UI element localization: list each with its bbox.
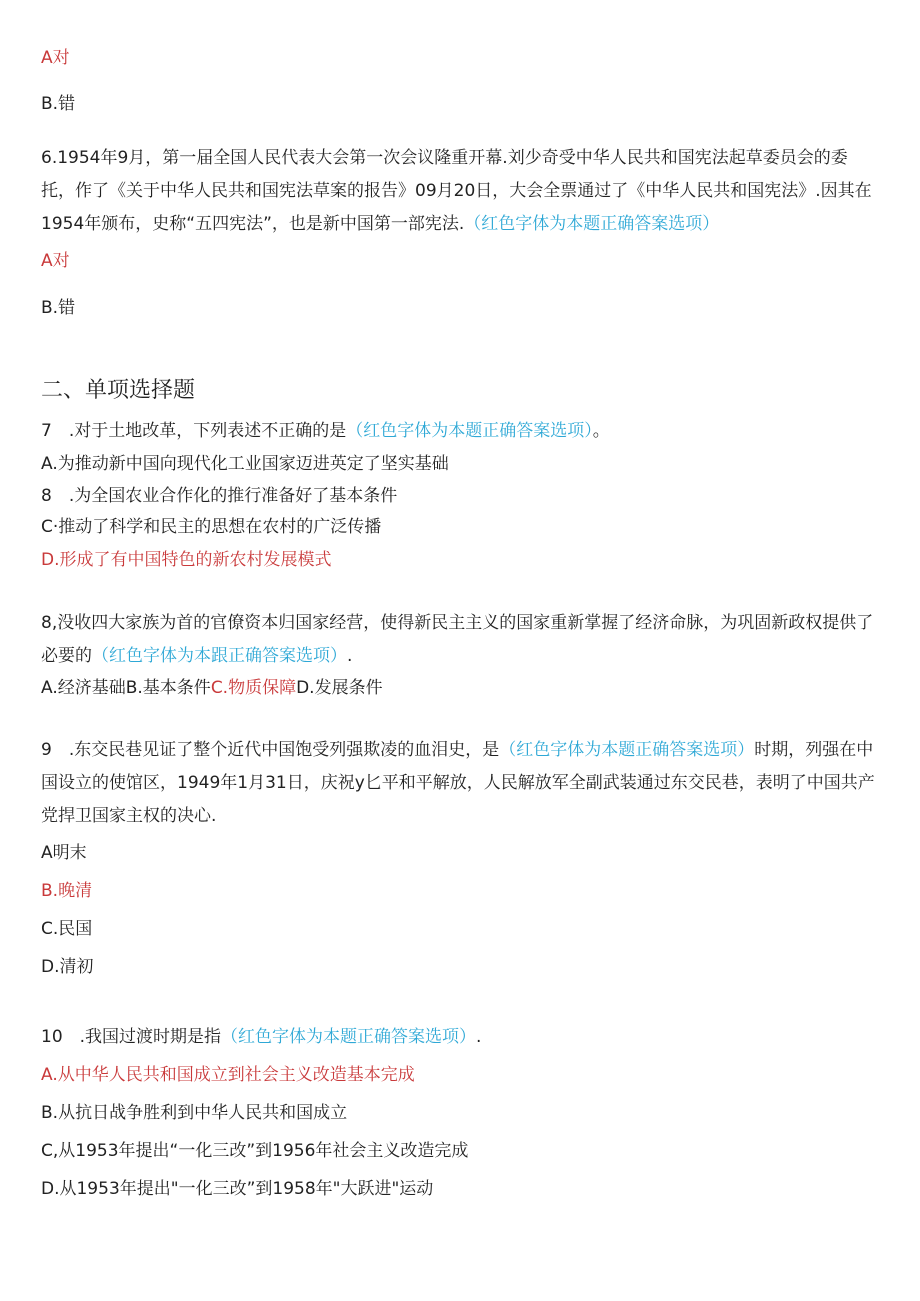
q7-option-a: A.为推动新中国向现代化工业国家迈进英定了坚实基础 bbox=[41, 454, 449, 474]
q8-stem: 8,没收四大家族为首的官僚资本归国家经营，使得新民主主义的国家重新掌握了经济命脉，为巩固新政权提供了必要的 bbox=[41, 613, 874, 666]
q9-option-c: C.民国 bbox=[41, 919, 93, 939]
q8-option-ab: A.经济基础B.基本条件 bbox=[41, 678, 211, 698]
q10-end: . bbox=[476, 1027, 482, 1047]
q10-option-a: A.从中华人民共和国成立到社会主义改造基本完成 bbox=[41, 1065, 415, 1085]
q5-option-b: B.错 bbox=[41, 94, 76, 114]
q8-end: . bbox=[347, 646, 353, 666]
q8-options bbox=[41, 676, 383, 700]
q9-stem-end: 时期，列强在中国设立的使馆区，1949年1月31日，庆祝y匕平和平解放，人民解放军全副武装通过东交民巷，表明了中国共产党捍卫国家主权的决心. bbox=[41, 740, 875, 826]
q10-option-d: D.从1953年提出"一化三改”到1958年"大跃进"运动 bbox=[41, 1179, 434, 1199]
q8-hint: （红色字体为本跟正确答案选项） bbox=[92, 646, 347, 666]
q10-question bbox=[41, 1025, 481, 1049]
q5-option-a: A对 bbox=[41, 48, 70, 68]
q6-question bbox=[41, 142, 881, 241]
q10-option-c: C,从1953年提出“一化三改”到1956年社会主义改造完成 bbox=[41, 1141, 469, 1161]
q8-question bbox=[41, 607, 881, 673]
q6-stem: 6.1954年9月，第一届全国人民代表大会第一次会议隆重开幕.刘少奇受中华人民共和国宪法起草委员会的委托，作了《关于中华人民共和国宪法草案的报告》09月20日，大会全票通过了《中华人民共和国宪法》.因其在1954年颁布，史称“五四宪法”，也是新中国第一部宪法. bbox=[41, 148, 872, 234]
q7-end: 。 bbox=[592, 421, 610, 441]
q6-option-a: A对 bbox=[41, 251, 70, 271]
q7-option-b: 8 .为全国农业合作化的推行准备好了基本条件 bbox=[41, 486, 398, 506]
q9-option-b: B.晚清 bbox=[41, 881, 93, 901]
q7-question bbox=[41, 419, 610, 443]
q9-option-a: A明末 bbox=[41, 843, 87, 863]
q9-question bbox=[41, 734, 881, 833]
q8-option-c: C.物质保障 bbox=[210, 678, 297, 698]
q10-option-b: B.从抗日战争胜利到中华人民共和国成立 bbox=[41, 1103, 348, 1123]
q8-option-d: D.发展条件 bbox=[296, 678, 383, 698]
q7-option-c: C·推动了科学和民主的思想在农村的广泛传播 bbox=[41, 517, 382, 537]
q9-stem-start: 9 .东交民巷见证了整个近代中国饱受列强欺凌的血泪史，是 bbox=[41, 740, 500, 760]
q7-option-d: D.形成了有中国特色的新农村发展模式 bbox=[41, 550, 332, 570]
q6-hint: （红色字体为本题正确答案选项） bbox=[464, 214, 720, 234]
q9-hint: （红色字体为本题正确答案选项） bbox=[499, 740, 755, 760]
q9-option-d: D.清初 bbox=[41, 957, 94, 977]
q6-option-b: B.错 bbox=[41, 298, 76, 318]
q10-hint: （红色字体为本题正确答案选项） bbox=[221, 1027, 477, 1047]
section-title: 二、单项选择题 bbox=[41, 378, 196, 403]
q7-hint: （红色字体为本题正确答案选项） bbox=[346, 421, 593, 441]
q7-stem: 7 .对于土地改革，下列表述不正确的是 bbox=[41, 421, 347, 441]
q10-stem: 10 .我国过渡时期是指 bbox=[41, 1027, 222, 1047]
